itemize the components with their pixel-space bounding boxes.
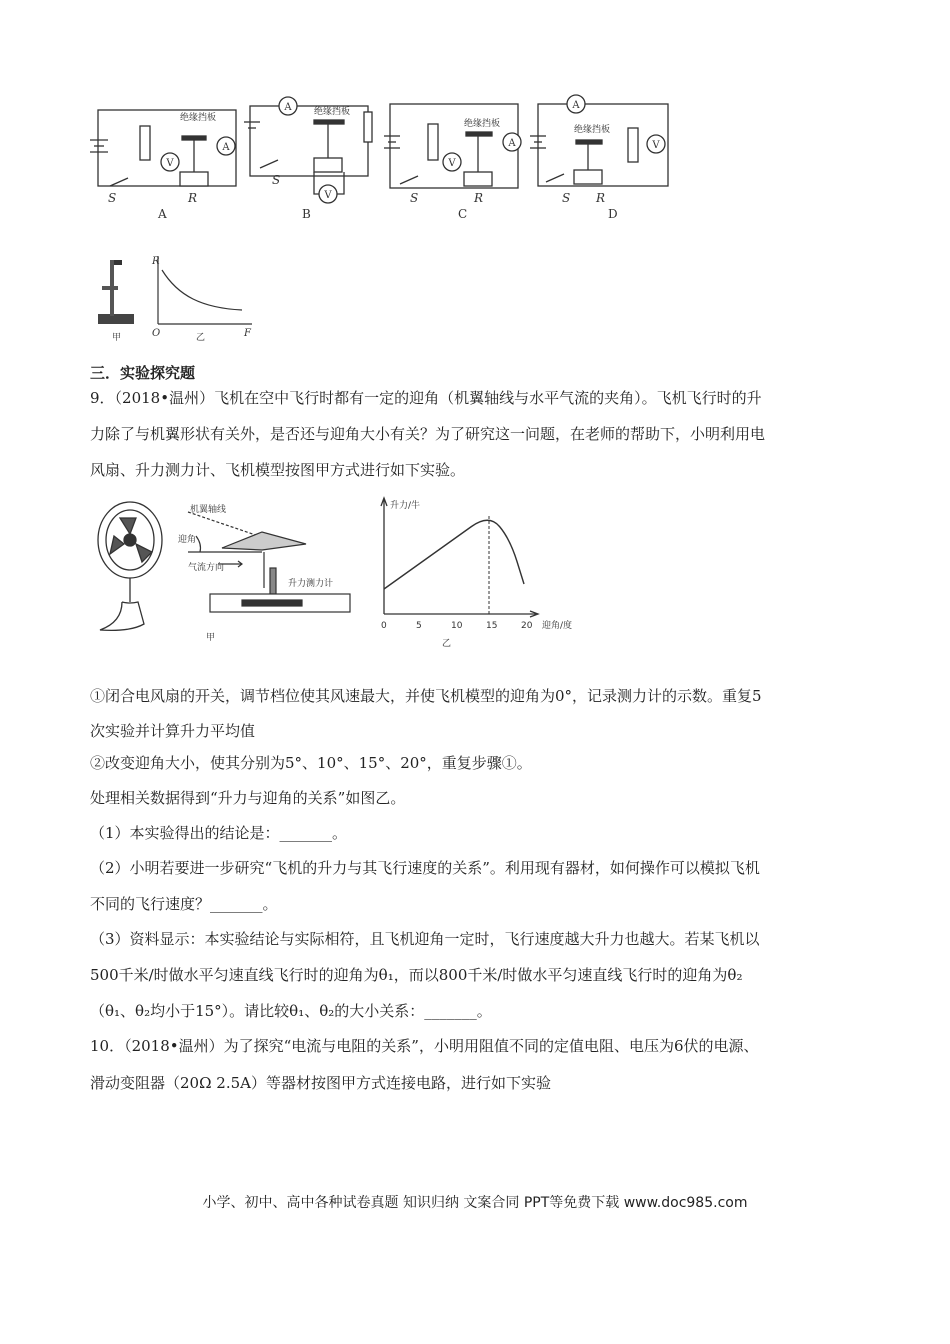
q9-line-2: 力除了与机翼形状有关外，是否还与迎角大小有关？为了研究这一问题，在老师的帮助下，小明利用电 (90, 425, 766, 443)
circuit-label-b: B (302, 207, 311, 221)
q9-line-1: 9．（2018•温州）飞机在空中飞行时都有一定的迎角（机翼轴线与水平气流的夹角）。飞机飞行时的升 (90, 389, 762, 407)
x-tick-4: 20 (521, 621, 533, 631)
q9-line-3: 风扇、升力测力计、飞机模型按图甲方式进行如下实验。 (90, 461, 466, 479)
board-label-d: 绝缘挡板 (574, 125, 611, 135)
q9-part-3-line-3: （θ₁、θ₂均小于15°）。请比较θ₁、θ₂的大小关系：_______。 (90, 1002, 492, 1020)
caption-jia-small: 甲 (112, 333, 122, 342)
lift-chart-svg (372, 494, 602, 652)
attack-angle-label: 迎角 (178, 535, 197, 545)
voltmeter-label-a: V (166, 158, 174, 169)
ammeter-label-a: A (222, 142, 230, 153)
circuit-b (244, 97, 372, 203)
x-tick-2: 10 (451, 621, 463, 631)
circuit-label-a: A (158, 207, 167, 221)
plane-rig (188, 512, 350, 612)
wing-axis-label: 机翼轴线 (190, 505, 227, 515)
apparatus-figure (92, 492, 362, 652)
resistance-force-figure (92, 252, 262, 342)
caption-yi-small: 乙 (196, 333, 206, 342)
switch-label-b: S (272, 173, 281, 187)
ammeter-label-b: A (284, 102, 292, 113)
x-tick-3: 15 (486, 621, 498, 631)
voltmeter-label-d: V (652, 140, 660, 151)
airflow-label: 气流方向 (188, 563, 225, 573)
circuit-diagrams (88, 92, 688, 224)
lift-curve (384, 520, 524, 589)
circuit-label-d: D (608, 207, 618, 221)
q9-part-3-line-2: 500千米/时做水平匀速直线飞行时的迎角为θ₁，而以800千米/时做水平匀速直线飞行时的迎角为θ₂ (90, 966, 743, 984)
pressure-stand (98, 260, 134, 324)
ammeter-label-c: A (508, 138, 516, 149)
step-line-3: ②改变迎角大小，使其分别为5°、10°、15°、20°，重复步骤①。 (90, 754, 532, 772)
board-label-c: 绝缘挡板 (464, 119, 501, 129)
section-title: 三．实验探究题 (90, 364, 196, 382)
x-axis-f: F (244, 328, 251, 339)
board-label-b: 绝缘挡板 (314, 107, 351, 117)
circuit-svg (88, 92, 688, 224)
x-tick-0: 0 (381, 621, 387, 631)
y-axis-r: R (152, 256, 160, 267)
x-tick-1: 5 (416, 621, 422, 631)
step-line-2: 次实验并计算升力平均值 (90, 722, 256, 740)
board-label-a: 绝缘挡板 (180, 113, 217, 123)
resistor-label-a: R (188, 191, 198, 205)
q10-line-2: 滑动变阻器（20Ω 2.5A）等器材按图甲方式连接电路，进行如下实验 (90, 1074, 551, 1092)
switch-label-c: S (410, 191, 419, 205)
ammeter-label-d: A (572, 100, 580, 111)
q9-part-1: （1）本实验得出的结论是：_______。 (90, 824, 348, 842)
apparatus-svg (92, 492, 362, 652)
resistor-label-c: R (474, 191, 484, 205)
r-f-graph (158, 256, 252, 324)
q9-part-3-line-1: （3）资料显示：本实验结论与实际相符，且飞机迎角一定时，飞行速度越大升力也越大。若某飞机以 (90, 930, 760, 948)
lift-chart (372, 494, 602, 652)
step-line-1: ①闭合电风扇的开关，调节档位使其风速最大，并使飞机模型的迎角为0°，记录测力计的示数。重复5 (90, 687, 762, 705)
q9-part-2-line-2: 不同的飞行速度？_______。 (90, 895, 278, 913)
step-line-4: 处理相关数据得到“升力与迎角的关系”如图乙。 (90, 789, 406, 807)
resistance-force-svg (92, 252, 262, 342)
circuit-d (530, 95, 668, 186)
fan (98, 502, 162, 630)
origin-o: O (152, 328, 161, 339)
voltmeter-label-c: V (448, 158, 456, 169)
switch-label-a: S (108, 191, 117, 205)
circuit-c (384, 104, 521, 188)
circuit-label-c: C (458, 207, 468, 221)
voltmeter-label-b: V (324, 190, 332, 201)
q10-line-1: 10．（2018•温州）为了探究“电流与电阻的关系”，小明用阻值不同的定值电阻、电压为6伏的电源、 (90, 1037, 759, 1055)
gauge-label: 升力测力计 (288, 579, 334, 589)
chart-xlabel: 迎角/度 (542, 621, 573, 631)
footer: 小学、初中、高中各种试卷真题 知识归纳 文案合同 PPT等免费下载 www.doc985.com (202, 1195, 748, 1211)
switch-label-d: S (562, 191, 571, 205)
chart-caption: 乙 (442, 639, 452, 649)
chart-ylabel: 升力/牛 (390, 501, 421, 511)
apparatus-caption: 甲 (206, 633, 216, 643)
resistor-label-d: R (596, 191, 606, 205)
q9-part-2-line-1: （2）小明若要进一步研究“飞机的升力与其飞行速度的关系”。利用现有器材，如何操作可以模拟飞机 (90, 859, 760, 877)
